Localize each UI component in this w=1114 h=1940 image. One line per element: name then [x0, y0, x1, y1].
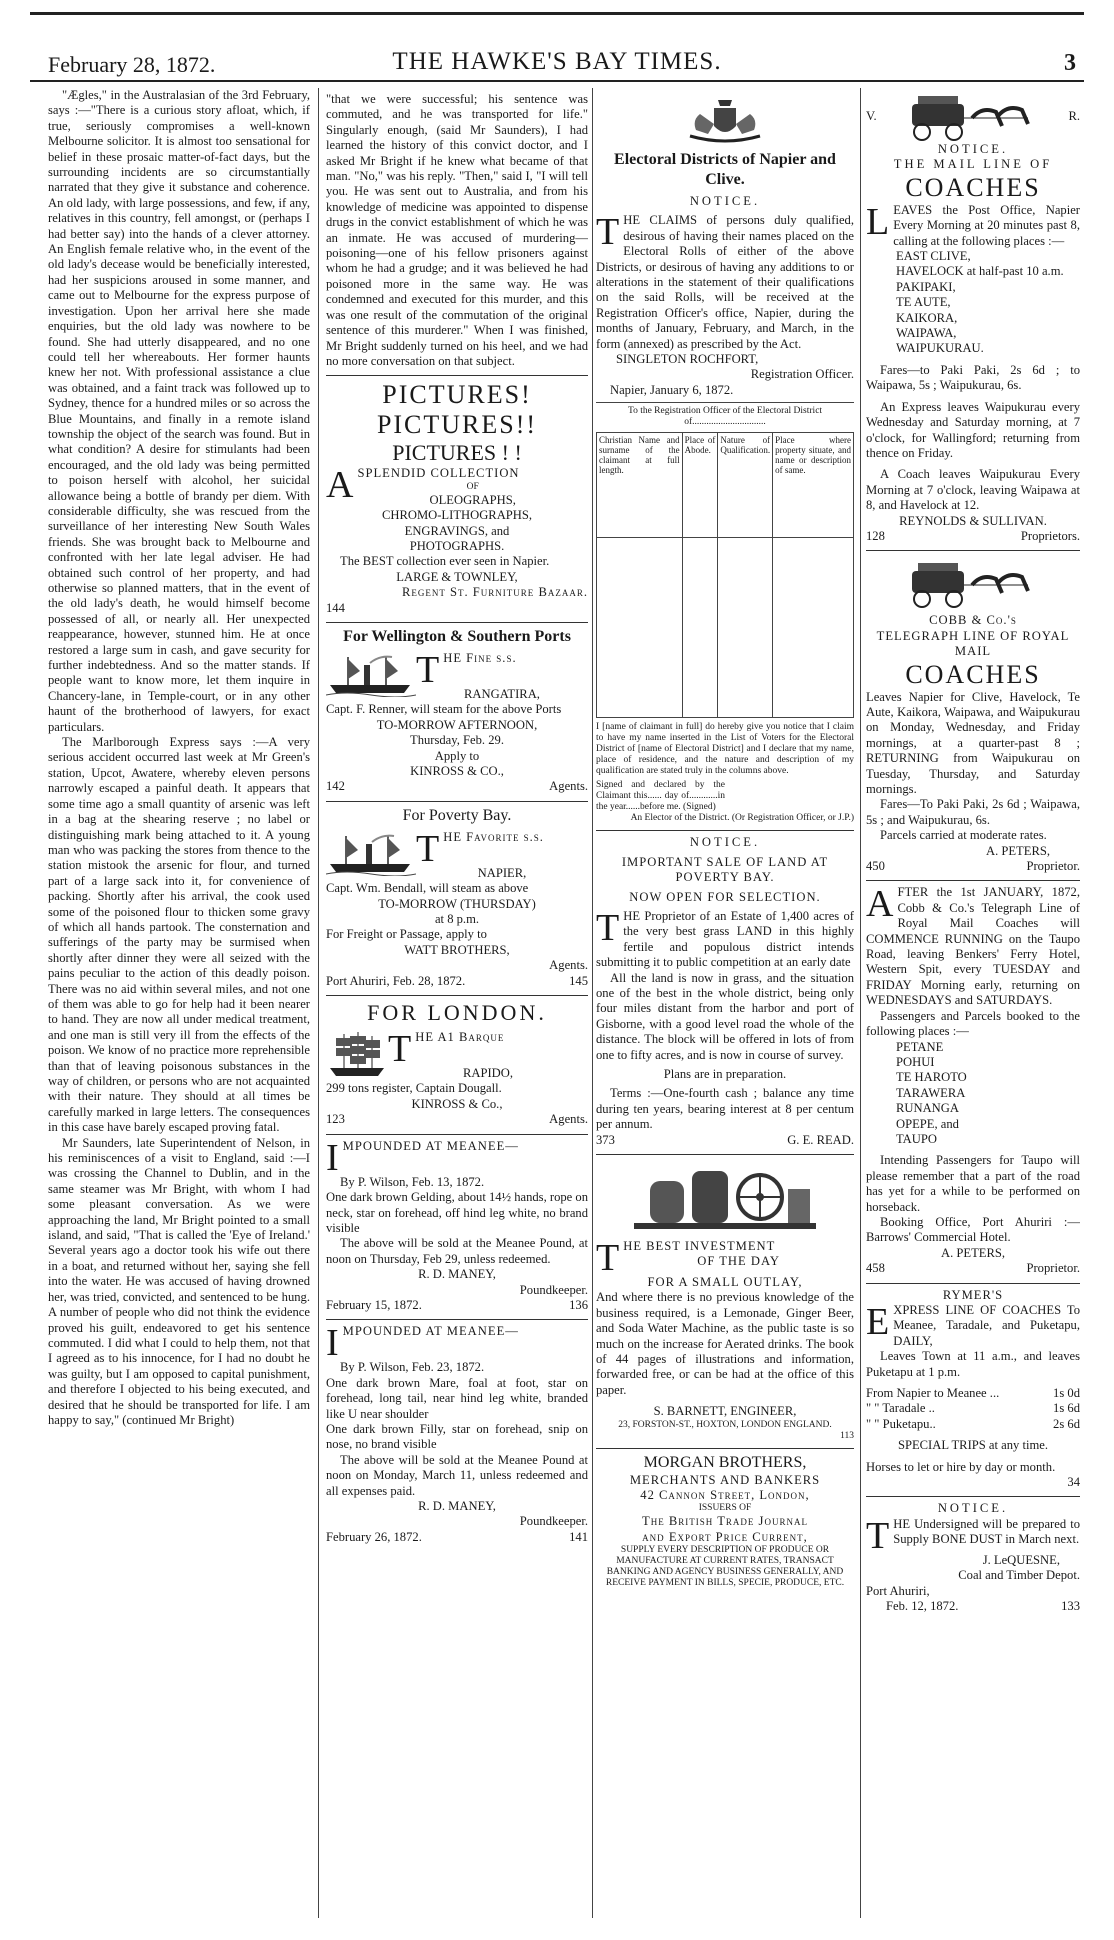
- poverty-headline: For Poverty Bay.: [402, 806, 512, 824]
- mail-body: EAVES the Post Office, Napier Every Morning at 20 minutes past 8, calling at the following places :—: [893, 202, 1080, 248]
- newspaper-page: [30, 8, 1084, 1928]
- drop-cap: I: [326, 1322, 339, 1365]
- officer-title: Registration Officer.: [750, 367, 854, 382]
- masthead-rule: [30, 80, 1084, 82]
- notice-label: NOTICE.: [937, 1501, 1009, 1516]
- barnett-headline: FOR A SMALL OUTLAY,: [647, 1275, 803, 1289]
- impound-by: By P. Wilson, Feb. 13, 1872.: [340, 1174, 485, 1189]
- mail-firm: REYNOLDS & SULLIVAN.: [899, 513, 1047, 528]
- ad-rymer: [866, 1284, 1080, 1498]
- column-2: [326, 88, 588, 1918]
- ad-number: 373: [596, 1132, 615, 1147]
- rymer-body: XPRESS LINE OF COACHES To Meanee, Taradale, and Puketapu, DAILY,: [893, 1303, 1080, 1348]
- impound-headline: MPOUNDED AT MEANEE—: [342, 1138, 519, 1153]
- ad-bone-dust: [866, 1497, 1080, 1620]
- form-column-abode: Place of Abode.: [682, 433, 718, 538]
- fare-route: " " Taradale ..: [866, 1401, 935, 1416]
- taupo-place: TE HAROTO: [896, 1070, 967, 1085]
- poverty-body: Capt. Wm. Bendall, will steam as above: [326, 881, 529, 896]
- drop-cap: A: [866, 883, 894, 926]
- wellington-headline: For Wellington & Southern Ports: [343, 627, 571, 645]
- proprietors-label: Proprietors.: [1020, 528, 1080, 543]
- ad-poverty-bay: [326, 802, 588, 996]
- ad-barnett: [596, 1155, 854, 1449]
- rymer-leaves: Leaves Town at 11 a.m., and leaves Puketapu at 1 p.m.: [866, 1349, 1080, 1379]
- wellington-agent: KINROSS & CO.,: [410, 764, 504, 778]
- impound-date: February 26, 1872.: [326, 1529, 422, 1544]
- pictures-line: SPLENDID COLLECTION: [357, 466, 520, 481]
- drop-cap: T: [596, 1237, 620, 1279]
- wellington-line: HE Fine s.s.: [443, 650, 517, 665]
- masthead: [30, 30, 1084, 77]
- article-saunders: Mr Saunders, late Superintendent of Nelson, in his reminiscences of a visit to England, said :—I was crossing the Channel to Dublin, and in the same steamer was Mr Bright, with whom I had some pleasant conversation. As we were approaching the land, Mr Bright pointed to a small island, and said, "That is called the 'Eye of Ireland.' Several years ago a doctor took his wife out there in a boat, and returned without her, saying she fell into the water. He was accused of having drowned her, was tried, convicted, and sentenced to be hung. A number of people who did not think the evidence proved his guilt, endeavored to get his sentence commuted. I did what I could to help them, not that I agreed as to his innocence, for I had no doubt he was guilty, but I am opposed to capital punishment, and therefore I objected to his being executed, and desired that he should be transported for life. I am happy to say," (continued Mr Bright): [48, 1135, 310, 1427]
- morgan-journal: and Export Price Current,: [642, 1529, 808, 1544]
- impound-sale: The above will be sold at the Meanee Pound, at noon on Thursday, Feb 29, unless redeemed.: [326, 1236, 588, 1266]
- ad-land-sale: [596, 831, 854, 1155]
- ad-number: 113: [840, 1430, 854, 1441]
- impound-sale: The above will be sold at the Meanee Pound at noon on Monday, March 11, unless redeemed and all expenses paid.: [326, 1452, 588, 1498]
- taupo-place: PETANE: [896, 1039, 944, 1054]
- fare-price: 2s 6d: [1053, 1416, 1080, 1431]
- ad-number: 133: [1061, 1599, 1080, 1614]
- morgan-description: SUPPLY EVERY DESCRIPTION OF PRODUCE OR MANUFACTURE AT CURRENT RATES, TRANSACT BANKING AND AGENCY BUSINESS GENERALLY, AND RECEIVE PAYMENT IN BILLS, SPECIE, PRODUCE, ETC.: [605, 1545, 845, 1589]
- issue-date: February 28, 1872.: [48, 52, 216, 77]
- mail-place: TE AUTE,: [896, 295, 951, 310]
- continuation-text: "that we were successful; his sentence was commuted, and he was transported for life." Singularly enough, (said Mr Saunders), I had learned the history of this convict doctor, and I asked Mr Bright if he knew what became of that man. "No," was his reply. "Then," said I, "I will tell you. He was sent out to Australia, and from his knowledge of medicine was appointed to dispense drugs in the convict establishment of which he was an inmate. He was accused of murdering—poisoning—one of his fellow prisoners against whom he had a grudge; and it was believed he had poisoned more in the same way. He was condemned and executed for this murder, and this was one result of the commutation of the original sentence of this murderer." When I was finished, Mr Bright suddenly turned on his heel, and we had no more conversation on that subject.: [326, 92, 588, 368]
- impound-body: One dark brown Gelding, about 14½ hands, rope on neck, star on forehead, off hind leg white, no brand visible: [326, 1190, 588, 1235]
- page-number: 3: [1064, 50, 1076, 76]
- royal-coat-of-arms-icon: [680, 96, 770, 146]
- agents-label: Agents.: [549, 958, 588, 973]
- cobb-proprietor: A. PETERS,: [985, 843, 1050, 858]
- agents-label: Agents.: [549, 779, 588, 794]
- impound-date: February 15, 1872.: [326, 1297, 422, 1312]
- notice-label: NOTICE.: [689, 194, 761, 208]
- poverty-agent: WATT BROTHERS,: [404, 942, 510, 957]
- ad-number: 123: [326, 1112, 345, 1127]
- drop-cap: T: [596, 211, 620, 254]
- taupo-place: TARAWERA: [896, 1085, 966, 1100]
- column-4: [866, 88, 1080, 1918]
- ad-number: 145: [569, 973, 588, 988]
- bone-name: J. LeQUESNE,: [982, 1552, 1060, 1567]
- poverty-line: HE Favorite s.s.: [443, 829, 544, 844]
- mail-coach: A Coach leaves Waipukurau Every Morning at 7 o'clock, leaving Waipawa at 8, and Havelock at 12.: [866, 467, 1080, 513]
- electoral-date: Napier, January 6, 1872.: [610, 382, 734, 397]
- mail-fares: Fares—to Paki Paki, 2s 6d ; to Waipawa, 5s ; Waipukurau, 6s.: [866, 362, 1080, 393]
- bone-body: HE Undersigned will be prepared to Supply BONE DUST in March next.: [893, 1516, 1080, 1547]
- drop-cap: T: [866, 1514, 890, 1557]
- cobb-fares: Fares—To Paki Paki, 2s 6d ; Waipawa, 5s ; and Waipukurau, 6s.: [866, 797, 1080, 827]
- fare-route: From Napier to Meanee ...: [866, 1386, 1000, 1401]
- fare-price: 1s 6d: [1053, 1401, 1080, 1416]
- pictures-item: CHROMO-LITHOGRAPHS,: [381, 508, 533, 523]
- paper-title: THE HAWKE'S BAY TIMES.: [392, 48, 722, 75]
- article-continuation: [326, 88, 588, 376]
- ad-electoral: [596, 88, 854, 831]
- royal-cypher-r: R.: [1068, 109, 1080, 124]
- drop-cap: L: [866, 200, 890, 243]
- form-signed: Signed and declared by the Claimant this...... day of............in the year......before me. (Signed): [596, 780, 725, 813]
- ad-cobb: [866, 551, 1080, 881]
- barnett-headline: OF THE DAY: [697, 1254, 780, 1269]
- ad-impounded-1: [326, 1135, 588, 1321]
- london-body: 299 tons register, Captain Dougall.: [326, 1081, 502, 1096]
- poundkeeper-name: R. D. MANEY,: [418, 1499, 496, 1513]
- ad-wellington: [326, 623, 588, 802]
- taupo-place: TAUPO: [896, 1131, 937, 1146]
- sailing-ship-icon: [326, 1030, 388, 1080]
- bone-place: Port Ahuriri,: [866, 1583, 930, 1598]
- ad-london: [326, 996, 588, 1135]
- pictures-of: OF: [466, 481, 479, 492]
- drop-cap: T: [596, 906, 620, 949]
- agents-label: Agents.: [549, 1112, 588, 1127]
- taupo-passengers: Passengers and Parcels booked to the following places :—: [866, 1008, 1080, 1039]
- poverty-when: TO-MORROW (THURSDAY): [378, 896, 536, 911]
- poverty-place: Port Ahuriri, Feb. 28, 1872.: [326, 973, 466, 988]
- ad-number: 34: [1067, 1475, 1080, 1490]
- form-elector: An Elector of the District. (Or Registration Officer, or J.P.): [630, 813, 854, 824]
- pictures-subhead: PICTURES ! !: [392, 440, 522, 466]
- pictures-item: ENGRAVINGS, and: [404, 523, 510, 538]
- cobb-headline: TELEGRAPH LINE OF ROYAL MAIL: [876, 628, 1070, 659]
- land-plans: Plans are in preparation.: [663, 1066, 787, 1081]
- soda-machine-icon: [630, 1163, 820, 1235]
- impound-body: One dark brown Mare, foal at foot, star on forehead, long tail, near hind leg white, branded like U near shoulder: [326, 1375, 588, 1421]
- mail-coaches: COACHES: [905, 172, 1041, 202]
- cobb-coaches: COACHES: [905, 659, 1041, 689]
- form-to: To the Registration Officer of the Electoral District of...............................: [627, 406, 823, 428]
- pictures-body: The BEST collection ever seen in Napier.: [340, 554, 550, 569]
- land-subhead: NOW OPEN FOR SELECTION.: [629, 889, 821, 904]
- rymer-horses: Horses to let or hire by day or month.: [866, 1459, 1056, 1474]
- drop-cap: T: [388, 1028, 412, 1071]
- stagecoach-icon: [898, 559, 1048, 609]
- royal-cypher-v: V.: [866, 109, 877, 124]
- pictures-address: Regent St. Furniture Bazaar.: [401, 585, 588, 600]
- notice-label: NOTICE.: [689, 835, 761, 850]
- bone-date: Feb. 12, 1872.: [886, 1599, 959, 1614]
- taupo-body: FTER the 1st JANUARY, 1872, Cobb & Co.'s Telegraph Line of Royal Mail Coaches will COMMENCE RUNNING on the Taupo Road, leaving Benkers' Ferry Hotel, Western Spit, every TUESDAY and FRIDAY Morning early, returning on WEDNESDAYS and SATURDAYS.: [866, 885, 1080, 1008]
- taupo-booking: Booking Office, Port Ahuriri :—Barrows' Commercial Hotel.: [866, 1214, 1080, 1245]
- rymer-headline: RYMER'S: [942, 1287, 1004, 1302]
- form-column-property: Place where property situate, and name or description of same.: [773, 433, 854, 538]
- electoral-headline: Electoral Districts of Napier and Clive.: [614, 151, 836, 188]
- fare-route: " " Puketapu..: [866, 1416, 936, 1431]
- wellington-date: Thursday, Feb. 29.: [410, 733, 504, 748]
- morgan-headline: MORGAN BROTHERS,: [643, 1453, 807, 1471]
- poundkeeper-title: Poundkeeper.: [519, 1282, 588, 1297]
- cobb-parcels: Parcels carried at moderate rates.: [880, 828, 1047, 843]
- taupo-place: OPEPE, and: [896, 1116, 959, 1131]
- stagecoach-icon: [898, 92, 1048, 142]
- column-rule: [592, 88, 593, 1918]
- land-headline: IMPORTANT SALE OF LAND AT POVERTY BAY.: [621, 854, 829, 885]
- rymer-special: SPECIAL TRIPS at any time.: [897, 1438, 1049, 1453]
- morgan-issuers: ISSUERS OF: [698, 1503, 752, 1514]
- london-line: HE A1 Barque: [415, 1030, 505, 1045]
- form-declaration: I [name of claimant in full] do hereby give you notice that I claim to have my name inserted in the List of Voters for the Electoral District of [name of Electoral District] and I declare that my name, place of residence, and the nature and description of my qualification are stated truly in the columns above.: [596, 722, 854, 777]
- ad-number: 136: [569, 1297, 588, 1312]
- barnett-headline: HE BEST INVESTMENT: [623, 1239, 776, 1253]
- ship-name: RANGATIRA,: [464, 686, 540, 701]
- taupo-intending: Intending Passengers for Taupo will please remember that a part of the road has yet for a while to be performed on horseback.: [866, 1153, 1080, 1214]
- impound-body: One dark brown Filly, star on forehead, snip on nose, no brand visible: [326, 1421, 588, 1452]
- pictures-item: PHOTOGRAPHS.: [409, 538, 505, 553]
- column-rule: [318, 88, 319, 1918]
- mail-place: WAIPUKURAU.: [896, 341, 984, 356]
- land-body: HE Proprietor of an Estate of 1,400 acres of the very best grass LAND in this highly fertile and populous district intends submitting it to public competition at an early date: [596, 908, 854, 970]
- ad-mail-line: [866, 88, 1080, 551]
- poverty-freight: For Freight or Passage, apply to: [326, 927, 487, 942]
- poverty-time: at 8 p.m.: [434, 912, 480, 927]
- proprietor-label: Proprietor.: [1026, 859, 1080, 874]
- ad-number: 144: [326, 600, 345, 615]
- taupo-proprietor: A. PETERS,: [940, 1245, 1006, 1260]
- wellington-when: TO-MORROW AFTERNOON,: [376, 717, 538, 732]
- barnett-name: S. BARNETT, ENGINEER,: [653, 1404, 797, 1419]
- ad-number: 142: [326, 779, 345, 794]
- cobb-firm: COBB & Co.'s: [929, 613, 1017, 628]
- wellington-apply: Apply to: [434, 748, 480, 763]
- morgan-subhead: MERCHANTS AND BANKERS: [629, 1472, 821, 1487]
- land-proprietor: G. E. READ.: [787, 1132, 854, 1147]
- ad-number: 141: [569, 1529, 588, 1544]
- mail-headline: THE MAIL LINE OF: [893, 157, 1053, 172]
- mail-place: HAVELOCK at half-past 10 a.m.: [896, 264, 1064, 279]
- cobb-body: Leaves Napier for Clive, Havelock, Te Aute, Kaikora, Waipawa, and Waipukurau on Monday, Wednesday, and Friday mornings, at a quarter-past 8 ; RETURNING from Waipukurau on Tuesday, Thursday, and Saturday mornings.: [866, 689, 1080, 796]
- drop-cap: T: [416, 827, 440, 870]
- wellington-body: Capt. F. Renner, will steam for the above Ports: [326, 702, 562, 717]
- drop-cap: I: [326, 1136, 339, 1179]
- land-terms: Terms :—One-fourth cash ; balance any time during ten years, bearing interest at 8 per centum per annum.: [596, 1086, 854, 1132]
- barnett-body: And where there is no previous knowledge of the business required, is a Lemonade, Ginger Beer, and Soda Water Machine, as the public taste is so much on the increase for Aerated drinks. The book of 44 pages of illustrations and information, forwarded free, or can be had at the office of this paper.: [596, 1290, 854, 1397]
- bone-firm: Coal and Timber Depot.: [958, 1568, 1080, 1583]
- proprietor-label: Proprietor.: [1026, 1261, 1080, 1276]
- ad-impounded-2: [326, 1320, 588, 1551]
- drop-cap: T: [416, 648, 440, 691]
- london-agent: KINROSS & Co.,: [411, 1096, 503, 1111]
- ad-taupo: [866, 881, 1080, 1283]
- mail-place: EAST CLIVE,: [896, 249, 971, 264]
- ad-number: 458: [866, 1261, 885, 1276]
- claim-form-table: [596, 432, 854, 718]
- drop-cap: A: [326, 464, 354, 507]
- pictures-item: OLEOGRAPHS,: [429, 492, 516, 507]
- pictures-firm: LARGE & TOWNLEY,: [396, 569, 518, 584]
- article-aegles: "Ægles," in the Australasian of the 3rd February, says :—"There is a curious story afloat, which, if true, seriously compromises a well-known Melbourne solicitor. It is almost too sensational for belief in these prosaic matter-of-fact days, but the surrounding incidents are so circumstantially narrated that they give it substance and coherence. An old lady, with large possessions, and few, if any, relatives in this country, fell amongst, or (perhaps I had better say) into the hands of a clever attorney. An English female relative who, in the event of the old lady's decease would be beneficially interested, had her suspicions aroused in some manner, and came out to Melbourne for the express purpose of investigation. Upon her arrival here she made enquiries, but the old lady was nowhere to be found. She had utterly disappeared, and no one could tell her whereabouts. Her former haunts knew her not. With professional assistance a clue was obtained, and a faint track was followed up to Sydney, thence for a hundred miles or so across the Blue Mountains, and finally in a remote island township the object of the search was found. But in what condition? A desire for stimulants had been encouraged, and the old lady was being permitted to poison herself with alcohol, her suicidal allowance being a bottle of brandy per diem. With considerable difficulty, she was rescued from the surveillance of her interesting New South Wales friends. She was brought back to Melbourne and confronted with her late legal adviser. He had obtained such control of her property, and had otherwise so planned matters, that in the event of the old lady's death, he would himself become possessed of all, or nearly all. Her unexpected reappearance, however, stunned him. He at once restored a large sum in cash, and gave security for further indebtedness. And so the matter stands. If people want to know more, let them inquire in Chancery-lane, in Temple-court, or in any other haunt of the brotherhood of lawyers, for exact particulars.: [48, 88, 310, 734]
- column-3: [596, 88, 854, 1918]
- impound-by: By P. Wilson, Feb. 23, 1872.: [340, 1360, 485, 1375]
- mail-express: An Express leaves Waipukurau every Wednesday and Saturday morning, at 7 o'clock, for Wallingford; returning from thence on Friday.: [866, 399, 1080, 460]
- ad-number: 450: [866, 859, 885, 874]
- ship-name: RAPIDO,: [462, 1066, 514, 1081]
- barnett-address: 23, FORSTON-ST., HOXTON, LONDON ENGLAND.: [618, 1419, 832, 1430]
- column-1: [48, 88, 310, 1918]
- ad-pictures: [326, 376, 588, 623]
- steamship-icon: [326, 830, 416, 876]
- ship-name: NAPIER,: [477, 865, 527, 880]
- column-rule: [860, 88, 861, 1918]
- taupo-place: POHUI: [896, 1054, 935, 1069]
- morgan-address: 42 Cannon Street, London,: [640, 1488, 810, 1503]
- form-column-qualification: Nature of Qualification.: [718, 433, 773, 538]
- mail-place: PAKIPAKI,: [896, 279, 956, 294]
- poundkeeper-title: Poundkeeper.: [519, 1514, 588, 1529]
- impound-headline: MPOUNDED AT MEANEE—: [342, 1324, 519, 1339]
- mail-place: KAIKORA,: [896, 310, 958, 325]
- form-column-name: Christian Name and surname of the claimant at full length.: [597, 433, 683, 538]
- steamship-icon: [326, 651, 416, 697]
- top-rule: [30, 12, 1084, 15]
- electoral-body: HE CLAIMS of persons duly qualified, desirous of having their names placed on the Electoral Rolls of either of the above Districts, or desirous of having any additions to or alterations in the statement of their qualifications on the said Rolls, will be received at the Registration Officer's office, Napier, during the months of January, February, and March, in the form (annexed) as prescribed by the Act.: [596, 213, 854, 351]
- officer-name: SINGLETON ROCHFORT,: [616, 352, 759, 367]
- drop-cap: E: [866, 1301, 890, 1343]
- taupo-place: RUNANGA: [896, 1101, 959, 1116]
- mail-place: WAIPAWA,: [896, 326, 957, 341]
- ad-morgan: [596, 1449, 854, 1596]
- london-headline: FOR LONDON.: [367, 1000, 547, 1026]
- land-body: All the land is now in grass, and the situation one of the best in the whole district, being only four miles distant from the harbor and port of Gisborne, with a good level road the whole of the distance. The block will be offered in lots of from one to fifty acres, and is now in course of survey.: [596, 970, 854, 1062]
- fare-price: 1s 0d: [1053, 1386, 1080, 1401]
- pictures-headline: PICTURES! PICTURES!!: [376, 380, 538, 440]
- poundkeeper-name: R. D. MANEY,: [418, 1267, 496, 1282]
- morgan-journal: The British Trade Journal: [642, 1514, 808, 1529]
- article-marlborough: The Marlborough Express says :—A very serious accident occurred last week at Mr Green's station, Upcot, Awatere, whereby eleven persons narrowly escaped a painful death. It appears that some time ago a small quantity of arsenic was left in a bag at the shearing reserve ; no label or distinguishing mark being attached to it. A young man who was packing the stores from thence to the station mistook the arsenic for flour, and turned part of a large sack into it, for convenience of packing. Shortly after his arrival, the cook used some of the poisoned flour to thicken some gravy of which all hands partook. The consternation and sufferings of the party may be surmised when shortly after dinner they were all seized with the pains peculiar to the action of this deadly poison. There was no aid within several miles, and not one of them was able to go for help had it been nearer to hand. They are now all under medical treatment, and one man is still very ill from the effects of the poison. We know of no practice more reprehensible than that of leaving poisonous substances in the way of children, or persons who are not acquainted with their nature. They should at all times be carefully marked in large letters. The consequences in this case have barely escaped proving fatal.: [48, 735, 310, 1135]
- ad-number: 128: [866, 528, 885, 543]
- notice-label: NOTICE.: [937, 142, 1009, 156]
